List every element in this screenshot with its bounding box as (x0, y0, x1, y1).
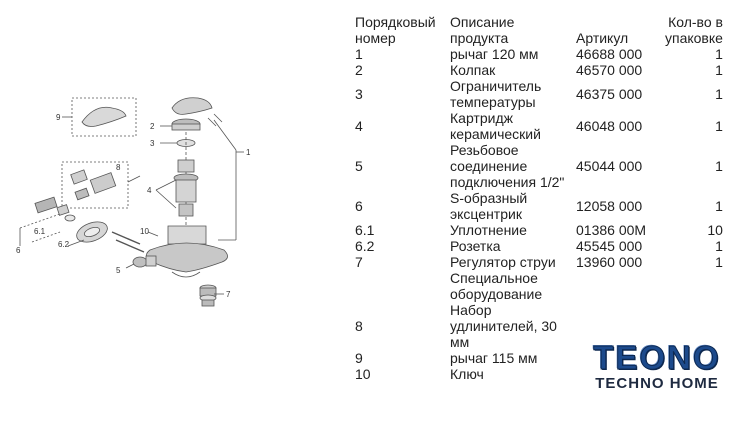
label-5: 5 (116, 266, 121, 275)
row-number: 10 (355, 366, 371, 382)
row-description: Картридж керамический (450, 110, 541, 142)
table-row (355, 254, 723, 270)
teono-logo (583, 341, 731, 393)
row-description: S-образный эксцентрик (450, 190, 528, 222)
table-row (355, 190, 723, 222)
row-description: Ограничитель температуры (450, 78, 542, 110)
row-number: 3 (355, 86, 363, 102)
row-description: Розетка (450, 238, 501, 254)
row-article: 46048 000 (576, 118, 643, 134)
seal-part (65, 215, 75, 221)
row-quantity (665, 270, 723, 302)
row-description: Колпак (450, 62, 496, 78)
row-article: 45545 000 (576, 238, 643, 254)
row-description: Резьбовое соединение подключения 1/2" (450, 142, 565, 190)
row-quantity: 1 (715, 158, 723, 174)
row-number: 8 (355, 318, 363, 334)
row-number: 6.2 (355, 238, 375, 254)
row-article (576, 270, 665, 302)
row-article: 46375 000 (576, 86, 643, 102)
row-article: 45044 000 (576, 158, 643, 174)
table-row (355, 78, 723, 110)
row-article: 46570 000 (576, 62, 643, 78)
row-description: рычаг 120 мм (450, 46, 539, 62)
row-description: рычаг 115 мм (450, 350, 538, 366)
label-8: 8 (116, 163, 121, 172)
logo-tagline: TECHNO HOME (595, 375, 719, 392)
row-number (355, 270, 450, 302)
header-description: Описание продукта (450, 14, 515, 46)
table-row (355, 62, 723, 78)
row-description: Набор удлинителей, 30 мм (450, 302, 557, 350)
label-6: 6 (16, 246, 21, 255)
cartridge-part (178, 160, 194, 172)
threaded-connection-part (133, 257, 147, 267)
label-1: 1 (246, 148, 251, 157)
header-number: Порядковый номер (355, 14, 436, 46)
row-number: 7 (355, 254, 363, 270)
row-quantity: 1 (715, 86, 723, 102)
table-row (355, 238, 723, 254)
label-2: 2 (150, 122, 155, 131)
row-number: 6 (355, 198, 363, 214)
row-article: 12058 000 (576, 198, 643, 214)
label-7: 7 (226, 290, 231, 299)
lever-120-part (172, 98, 212, 115)
row-article: 13960 000 (576, 254, 643, 270)
label-9: 9 (56, 113, 61, 122)
label-4: 4 (147, 186, 152, 195)
header-quantity: Кол-во в упаковке (665, 14, 723, 46)
table-row (355, 142, 723, 190)
row-article: 01386 00M (576, 222, 647, 238)
table-row (355, 110, 723, 142)
key-part (112, 232, 140, 244)
lever-115-part (82, 107, 126, 126)
row-quantity: 1 (715, 62, 723, 78)
exploded-parts-diagram (0, 0, 350, 435)
table-row (355, 270, 723, 302)
table-row (355, 222, 723, 238)
row-description: Специальное оборудование (450, 270, 543, 302)
row-number: 4 (355, 118, 363, 134)
spout-body-part (146, 243, 227, 272)
row-quantity: 1 (715, 198, 723, 214)
row-article: 46688 000 (576, 46, 643, 62)
row-quantity: 10 (707, 222, 723, 238)
label-6-2: 6.2 (58, 240, 70, 249)
table-row (355, 46, 723, 62)
row-quantity: 1 (715, 254, 723, 270)
row-number: 5 (355, 158, 363, 174)
row-number: 1 (355, 46, 363, 62)
row-quantity: 1 (715, 46, 723, 62)
row-quantity: 1 (715, 238, 723, 254)
row-number: 2 (355, 62, 363, 78)
s-eccentric-part (35, 197, 57, 213)
row-description: Регулятор струи (450, 254, 556, 270)
row-description: Уплотнение (450, 222, 527, 238)
label-6-1: 6.1 (34, 227, 46, 236)
header-article: Артикул (576, 30, 629, 46)
row-number: 6.1 (355, 222, 375, 238)
row-number: 9 (355, 350, 363, 366)
label-3: 3 (150, 139, 155, 148)
logo-brand: TEONO (593, 339, 721, 376)
label-10: 10 (140, 227, 149, 236)
table-header-row (355, 14, 723, 46)
parts-table (355, 14, 723, 382)
row-quantity: 1 (715, 118, 723, 134)
row-description: Ключ (450, 366, 484, 382)
